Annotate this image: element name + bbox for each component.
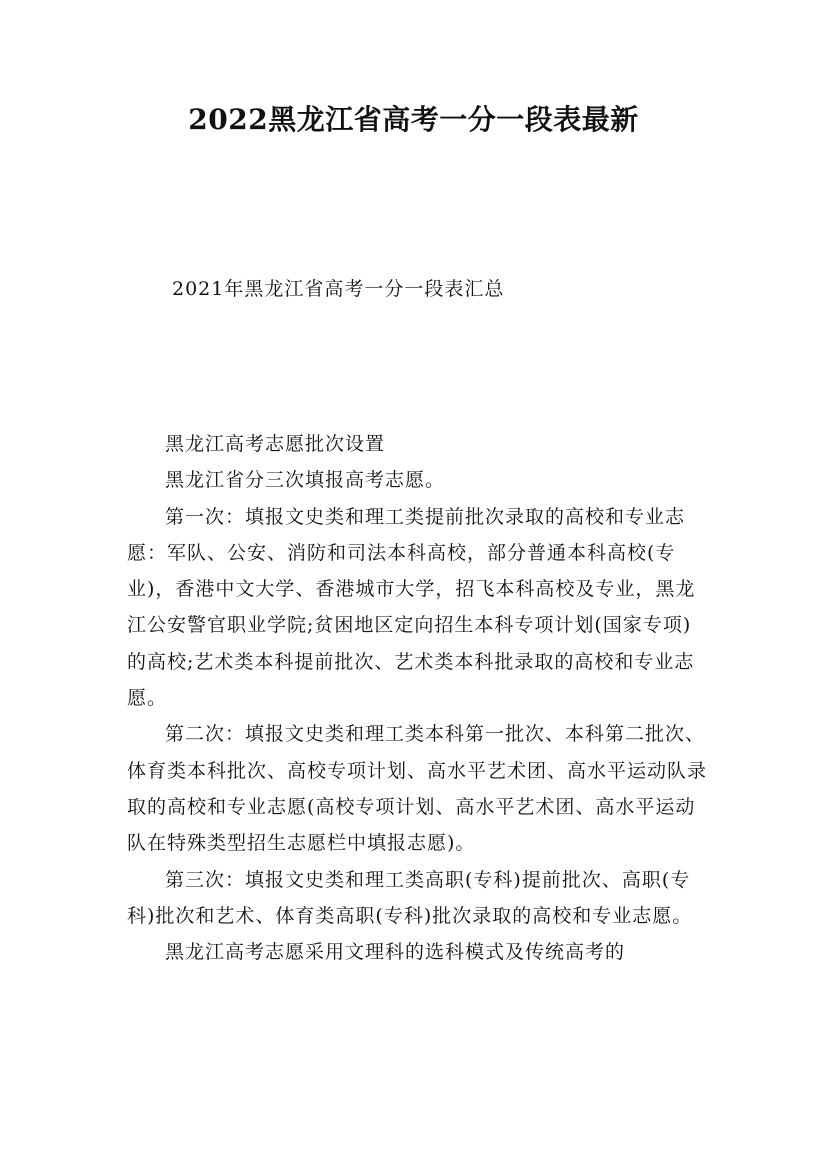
- paragraph-mode: 黑龙江高考志愿采用文理科的选科模式及传统高考的: [165, 941, 626, 964]
- paragraph-first-round: 第一次：填报文史类和理工类提前批次录取的高校和专业志愿：军队、公安、消防和司法本科高校，部分普通本科高校(专业)，香港中文大学、香港城市大学，招飞本科高校及专业，黑龙江公安警官职业学院;贫困地区定向招生本科专项计划(国家专项)的高校;艺术类本科提前批次、艺术类本科批录取的高校和专业志愿。: [127, 505, 696, 710]
- document-body: [127, 426, 707, 970]
- paragraph-batch-heading: 黑龙江高考志愿批次设置: [165, 433, 386, 455]
- paragraph-third-round: 第三次：填报文史类和理工类高职(专科)提前批次、高职(专科)批次和艺术、体育类高职(专科)批次录取的高校和专业志愿。: [127, 868, 693, 927]
- document-title: 2022黑龙江省高考一分一段表最新: [188, 103, 639, 136]
- document-subtitle: 2021年黑龙江省高考一分一段表汇总: [172, 278, 505, 300]
- paragraph-intro: 黑龙江省分三次填报高考志愿。: [165, 469, 446, 492]
- paragraph-second-round: 第二次：填报文史类和理工类本科第一批次、本科第二批次、体育类本科批次、高校专项计划、高水平艺术团、高水平运动队录取的高校和专业志愿(高校专项计划、高水平艺术团、高水平运动队在特殊类型招生志愿栏中填报志愿)。: [127, 723, 708, 855]
